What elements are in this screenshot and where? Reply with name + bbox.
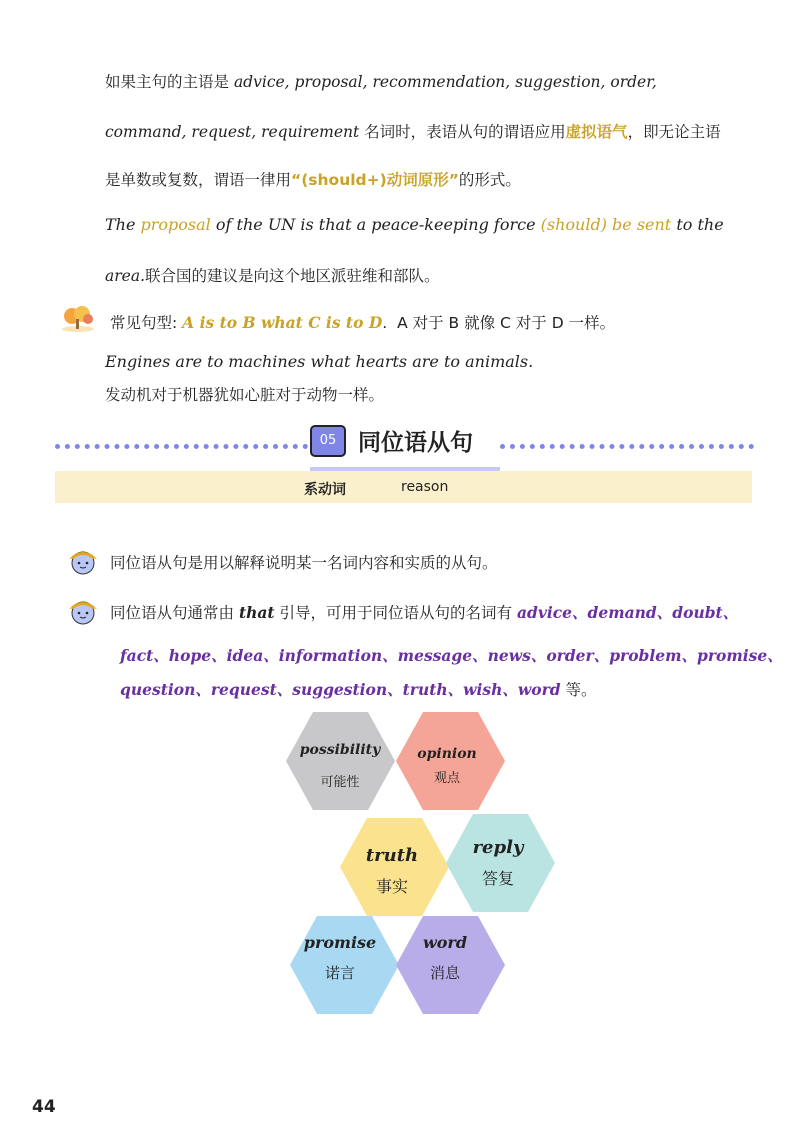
noun-list: advice、demand、doubt、 — [516, 603, 739, 622]
hexagon-truth — [340, 818, 449, 916]
dotted-divider-left — [55, 444, 308, 449]
pattern-line — [110, 311, 760, 333]
face-icon — [66, 546, 100, 576]
text: 的形式。 — [458, 171, 521, 189]
hexagon-label-zh: 诺言 — [324, 964, 356, 982]
text: ，即无论主语 — [627, 123, 721, 141]
keyword: that — [238, 603, 275, 622]
hexagon-label-zh: 消息 — [429, 964, 461, 982]
label: 常见句型: — [110, 314, 183, 332]
tree-icon — [60, 303, 96, 333]
table-cell-2: reason — [401, 479, 449, 495]
hexagon-label-en: truth — [365, 845, 419, 866]
example1-line2 — [105, 264, 760, 286]
highlight: 虚拟语气 — [565, 123, 628, 141]
translation: 联合国的建议是向这个地区派驻维和部队。 — [145, 267, 440, 285]
noun-list: advice, proposal, recommendation, suggestion, order, — [233, 73, 657, 91]
text: 同位语从句通常由 — [110, 604, 239, 622]
text: 名词时，表语从句的谓语应用 — [359, 123, 566, 141]
text: of the UN is that a peace-keeping force — [210, 215, 541, 234]
hexagon-label-zh: 可能性 — [320, 775, 360, 790]
page-number: 44 — [32, 1097, 56, 1117]
dotted-divider-right — [500, 444, 754, 449]
hexagon-label-en: opinion — [417, 746, 477, 762]
para1-line1 — [105, 70, 760, 92]
example2-en: Engines are to machines what hearts are to animals. — [105, 352, 534, 371]
bullet1-text: 同位语从句是用以解释说明某一名词内容和实质的从句。 — [110, 554, 498, 572]
text: 是单数或复数，谓语一律用 — [105, 171, 292, 189]
hexagon-label-en: reply — [472, 837, 524, 858]
hexagon-shape — [340, 818, 449, 916]
formula: A is to B what C is to D — [182, 313, 383, 332]
text: to the — [671, 215, 724, 234]
example1-line1 — [105, 215, 760, 234]
text: 引导，可用于同位语从句的名词有 — [274, 604, 517, 622]
bullet2-line3 — [120, 678, 760, 700]
text: 等。 — [560, 681, 597, 699]
text: . — [382, 314, 388, 332]
hexagon-promise — [290, 916, 399, 1014]
text: area. — [105, 267, 145, 285]
table-row — [55, 471, 752, 503]
text: 如果主句的主语是 — [105, 73, 234, 91]
hexagon-label-zh: 答复 — [481, 869, 515, 888]
hexagon-reply — [446, 814, 555, 912]
hexagon-label-en: possibility — [299, 742, 381, 758]
highlight: “(should+)动词原形” — [291, 171, 459, 189]
highlight: proposal — [140, 215, 211, 234]
hexagon-shape — [446, 814, 555, 912]
highlight: (should) be sent — [540, 215, 672, 234]
text: The — [105, 215, 141, 234]
hexagon-label-zh: 观点 — [433, 771, 461, 786]
para1-line3 — [105, 168, 760, 190]
bullet2-line1 — [110, 601, 760, 623]
hexagon-possibility — [286, 712, 395, 810]
bullet2-line2 — [120, 644, 783, 666]
hexagon-label-en: promise — [303, 933, 377, 952]
noun-list: command, request, requirement — [105, 123, 360, 141]
noun-list: question、request、suggestion、truth、wish、word — [120, 680, 561, 699]
hexagon-opinion — [396, 712, 505, 810]
hexagon-label-en: word — [422, 933, 468, 952]
noun-list: fact、hope、idea、information、message、news、order、problem、promise、 — [120, 646, 783, 665]
section-title: 同位语从句 — [358, 430, 473, 456]
hexagon-word — [396, 916, 505, 1014]
para1-line2 — [105, 120, 760, 142]
hexagon-label-zh: 事实 — [375, 877, 409, 896]
example2-zh: 发动机对于机器犹如心脏对于动物一样。 — [105, 386, 385, 404]
table-cell-1: 系动词 — [304, 482, 346, 498]
face-icon — [66, 596, 100, 626]
hexagon-diagram — [270, 700, 570, 1030]
translation: A 对于 B 就像 C 对于 D 一样。 — [397, 314, 616, 332]
hexagon-shape — [286, 712, 395, 810]
section-number-badge: 05 — [310, 425, 346, 457]
